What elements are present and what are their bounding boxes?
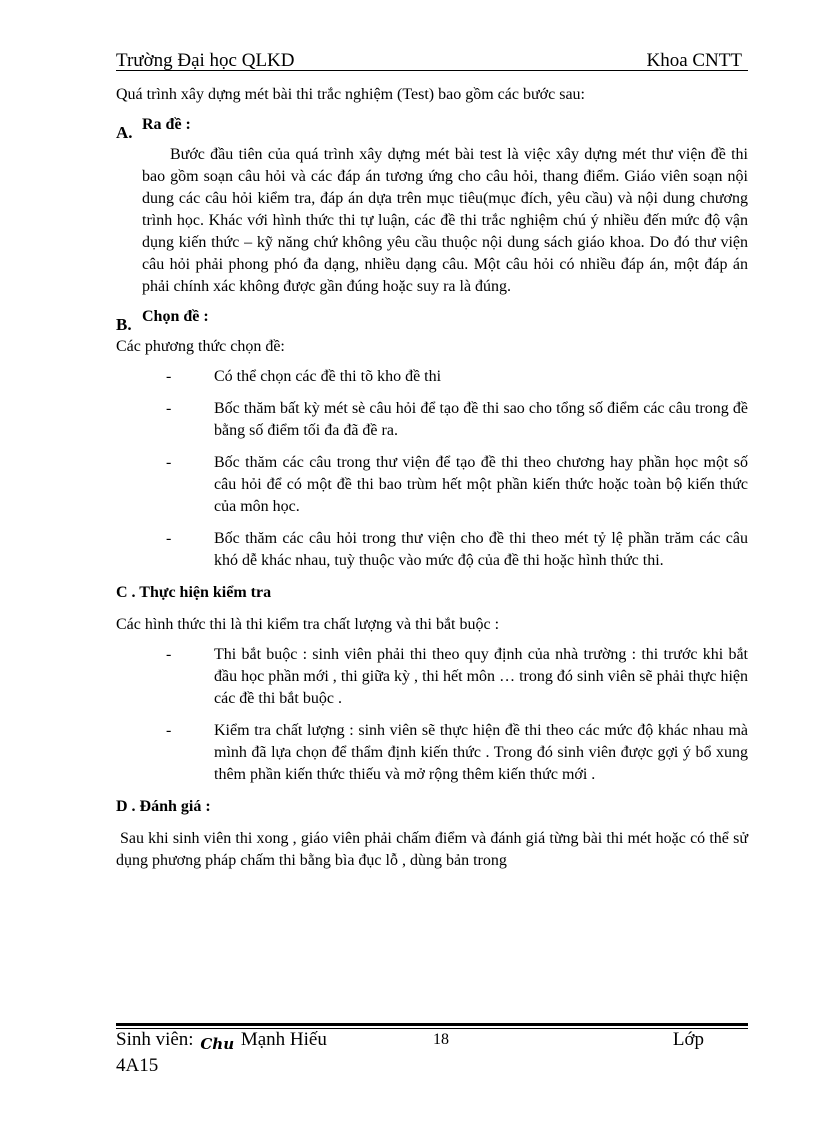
section-b-letter: B. bbox=[116, 315, 132, 334]
list-item bbox=[116, 398, 748, 442]
header-rule bbox=[116, 70, 748, 71]
list-item-text: Kiểm tra chất lượng : sinh viên sẽ thực hiện đề thi theo các mức độ khác nhau mà mình đã lựa chọn để thẩm định kiến thức . Trong đó sinh viên được gợi ý bổ xung thêm phần kiến thức thiếu và mở rộng thêm kiến thức mới . bbox=[214, 722, 748, 783]
footer-student bbox=[116, 1028, 327, 1052]
bullet-dash: - bbox=[166, 400, 172, 417]
intro-paragraph: Quá trình xây dựng mét bài thi trắc nghiệm (Test) bao gồm các bước sau: bbox=[116, 86, 585, 103]
footer-student-name: Mạnh Hiếu bbox=[240, 1029, 327, 1050]
section-a-body: Bước đầu tiên của quá trình xây dựng mét bài test là việc xây dựng mét thư viện đề thi bao gồm soạn câu hỏi và các đáp án tương ứng cho câu hỏi, thang điểm. Giáo viên soạn nội dung các câu hỏi kiểm tra, đáp án dựa trên mục tiêu(mục đích, yêu cầu) và nội dung chương trình học. Khác với hình thức thi tự luận, các đề thi trắc nghiệm chú ý nhiều đến mức độ vận dụng kiến thức – kỹ năng chứ không yêu cầu thuộc nội dung sách giáo khoa. Do đó thư viện câu hỏi phải phong phó đa dạng, nhiều dạng câu. Một câu hỏi có nhiều đáp án, một đáp án phải chính xác không được gần đúng hoặc suy ra là đúng. bbox=[142, 146, 748, 295]
bullet-dash: - bbox=[166, 454, 172, 471]
section-d-body: Sau khi sinh viên thi xong , giáo viên phải chấm điểm và đánh giá từng bài thi mét hoặc có thể sử dụng phương pháp chấm thi bằng bìa đục lỗ , dùng bản trong bbox=[116, 830, 748, 869]
list-item-text: Bốc thăm các câu hỏi trong thư viện cho đề thi theo mét tỷ lệ phần trăm các câu khó dễ khác nhau, tuỳ thuộc vào mức độ của đề thi hoặc hình thức thi. bbox=[214, 530, 748, 569]
section-b-heading bbox=[116, 306, 748, 336]
list-item bbox=[116, 720, 748, 786]
list-item bbox=[116, 366, 748, 388]
section-d-title: D . Đánh giá : bbox=[116, 798, 211, 815]
list-item-text: Bốc thăm bất kỳ mét sè câu hỏi để tạo đề thi sao cho tổng số điểm các câu trong đề bằng số điểm tối đa đã đề ra. bbox=[214, 400, 748, 439]
footer-class-label: Lớp bbox=[672, 1029, 704, 1050]
section-c-intro: Các hình thức thi là thi kiểm tra chất lượng và thi bắt buộc : bbox=[116, 616, 500, 633]
list-item bbox=[116, 528, 748, 572]
page-content bbox=[116, 84, 748, 872]
list-item-text: Thi bắt buộc : sinh viên phải thi theo quy định của nhà trường : thi trước khi bắt đầu học phần mới , thi giữa kỳ , thi hết môn … trong đó sinh viên sẽ phải thực hiện các đề thi bắt buộc . bbox=[214, 646, 748, 707]
section-c-title: C . Thực hiện kiểm tra bbox=[116, 584, 272, 601]
section-a-title: Ra đề : bbox=[142, 116, 191, 133]
bullet-dash: - bbox=[166, 368, 172, 385]
bullet-dash: - bbox=[166, 646, 172, 663]
section-a-letter: A. bbox=[116, 123, 133, 142]
list-item bbox=[116, 644, 748, 710]
section-b-intro: Các phương thức chọn đề: bbox=[116, 338, 285, 355]
bullet-dash: - bbox=[166, 722, 172, 739]
list-item bbox=[116, 452, 748, 518]
list-item-text: Bốc thăm các câu trong thư viện để tạo đề thi theo chương hay phần học một số câu hỏi để có một đề thi bao trùm hết một phần kiến thức hoặc toàn bộ kiến thức của môn học. bbox=[214, 454, 748, 515]
footer-rule-thick bbox=[116, 1023, 748, 1026]
list-item-text: Có thể chọn các đề thi tõ kho đề thi bbox=[214, 368, 442, 385]
bullet-dash: - bbox=[166, 530, 172, 547]
section-b-list bbox=[116, 366, 748, 572]
section-b-title: Chọn đề : bbox=[142, 308, 209, 325]
footer-class-value: 4A15 bbox=[116, 1055, 159, 1076]
footer-student-label: Sinh viên: bbox=[116, 1029, 194, 1050]
page-number: 18 bbox=[433, 1031, 449, 1048]
section-c-list bbox=[116, 644, 748, 786]
signature-mark: Chu bbox=[200, 1035, 235, 1053]
header-school: Trường Đại học QLKD bbox=[116, 50, 295, 71]
section-a-heading bbox=[116, 114, 748, 144]
header-faculty: Khoa CNTT bbox=[646, 50, 742, 71]
